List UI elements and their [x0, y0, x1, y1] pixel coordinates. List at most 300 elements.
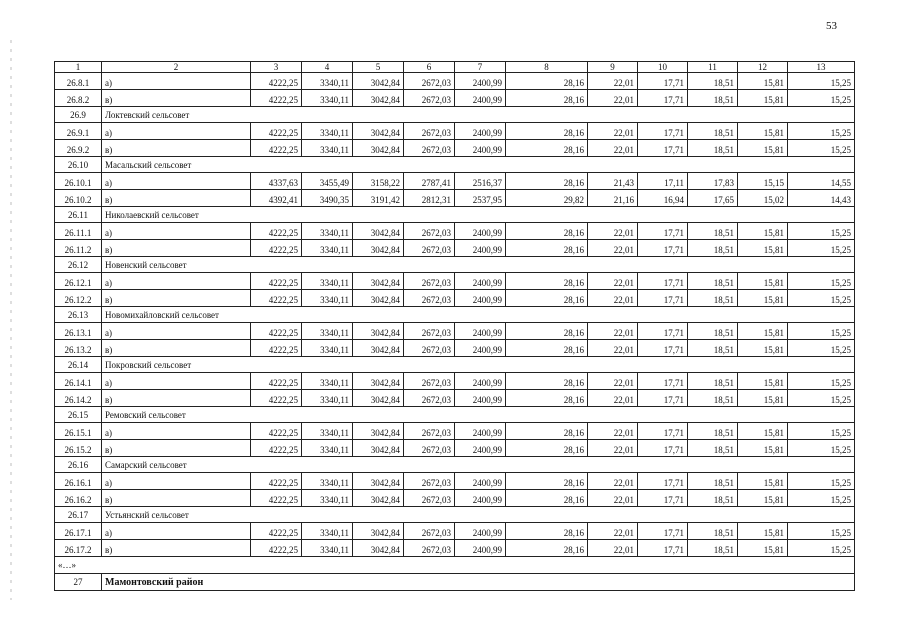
value-cell: 18,51 — [688, 240, 738, 257]
value-cell: 15,81 — [738, 490, 788, 507]
value-cell: 2787,41 — [404, 173, 455, 190]
value-cell: 18,51 — [688, 423, 738, 440]
value-cell: 15,25 — [788, 123, 855, 140]
section-code: 26.9 — [55, 107, 102, 123]
table-row — [55, 523, 855, 540]
row-label: в) — [102, 390, 251, 407]
value-cell: 2400,99 — [455, 440, 506, 457]
value-cell: 2672,03 — [404, 373, 455, 390]
value-cell: 17,71 — [638, 540, 688, 557]
value-cell: 28,16 — [506, 323, 588, 340]
value-cell: 3340,11 — [302, 440, 353, 457]
row-label: в) — [102, 90, 251, 107]
value-cell: 2400,99 — [455, 373, 506, 390]
value-cell: 22,01 — [588, 523, 638, 540]
value-cell: 28,16 — [506, 123, 588, 140]
value-cell: 3340,11 — [302, 240, 353, 257]
value-cell: 22,01 — [588, 273, 638, 290]
value-cell: 22,01 — [588, 423, 638, 440]
value-cell: 22,01 — [588, 340, 638, 357]
value-cell: 3340,11 — [302, 123, 353, 140]
value-cell: 2672,03 — [404, 323, 455, 340]
section-code: 26.11 — [55, 207, 102, 223]
value-cell: 4222,25 — [251, 290, 302, 307]
value-cell: 17,71 — [638, 123, 688, 140]
value-cell: 17,71 — [638, 423, 688, 440]
value-cell: 3042,84 — [353, 473, 404, 490]
value-cell: 3455,49 — [302, 173, 353, 190]
row-code: 26.17.1 — [55, 523, 102, 540]
value-cell: 2400,99 — [455, 223, 506, 240]
row-code: 26.11.1 — [55, 223, 102, 240]
column-header: 9 — [588, 62, 638, 73]
section-title: Новенский сельсовет — [102, 257, 855, 273]
value-cell: 4222,25 — [251, 390, 302, 407]
value-cell: 15,81 — [738, 73, 788, 90]
value-cell: 3042,84 — [353, 490, 404, 507]
value-cell: 15,25 — [788, 440, 855, 457]
value-cell: 15,25 — [788, 390, 855, 407]
value-cell: 15,25 — [788, 240, 855, 257]
value-cell: 4222,25 — [251, 523, 302, 540]
table-row — [55, 190, 855, 207]
value-cell: 18,51 — [688, 123, 738, 140]
value-cell: 17,71 — [638, 523, 688, 540]
column-header: 1 — [55, 62, 102, 73]
value-cell: 3158,22 — [353, 173, 404, 190]
value-cell: 2400,99 — [455, 323, 506, 340]
value-cell: 18,51 — [688, 273, 738, 290]
value-cell: 4222,25 — [251, 73, 302, 90]
value-cell: 2400,99 — [455, 473, 506, 490]
value-cell: 2516,37 — [455, 173, 506, 190]
value-cell: 15,81 — [738, 440, 788, 457]
value-cell: 18,51 — [688, 440, 738, 457]
value-cell: 18,51 — [688, 390, 738, 407]
row-label: в) — [102, 440, 251, 457]
value-cell: 2400,99 — [455, 490, 506, 507]
value-cell: 3340,11 — [302, 90, 353, 107]
value-cell: 2537,95 — [455, 190, 506, 207]
value-cell: 18,51 — [688, 540, 738, 557]
section-title: Новомихайловский сельсовет — [102, 307, 855, 323]
value-cell: 22,01 — [588, 390, 638, 407]
section-title: Масальский сельсовет — [102, 157, 855, 173]
row-code: 26.13.2 — [55, 340, 102, 357]
value-cell: 2400,99 — [455, 390, 506, 407]
row-code: 26.15.2 — [55, 440, 102, 457]
value-cell: 3340,11 — [302, 290, 353, 307]
value-cell: 22,01 — [588, 73, 638, 90]
value-cell: 15,25 — [788, 340, 855, 357]
row-label: в) — [102, 540, 251, 557]
value-cell: 15,81 — [738, 90, 788, 107]
value-cell: 3340,11 — [302, 423, 353, 440]
column-header: 6 — [404, 62, 455, 73]
row-label: а) — [102, 73, 251, 90]
table-row — [55, 340, 855, 357]
table-row — [55, 240, 855, 257]
section-row — [55, 357, 855, 373]
row-label: в) — [102, 290, 251, 307]
value-cell: 15,25 — [788, 73, 855, 90]
table-body — [55, 62, 855, 591]
value-cell: 15,81 — [738, 140, 788, 157]
value-cell: 15,81 — [738, 290, 788, 307]
section-title: Устьянский сельсовет — [102, 507, 855, 523]
table-row — [55, 490, 855, 507]
value-cell: 15,81 — [738, 323, 788, 340]
value-cell: 21,43 — [588, 173, 638, 190]
value-cell: 17,71 — [638, 373, 688, 390]
value-cell: 22,01 — [588, 540, 638, 557]
table-row — [55, 223, 855, 240]
value-cell: 18,51 — [688, 140, 738, 157]
value-cell: 28,16 — [506, 273, 588, 290]
row-label: а) — [102, 373, 251, 390]
value-cell: 22,01 — [588, 373, 638, 390]
value-cell: 2672,03 — [404, 273, 455, 290]
value-cell: 14,43 — [788, 190, 855, 207]
value-cell: 28,16 — [506, 173, 588, 190]
table-row — [55, 73, 855, 90]
value-cell: 28,16 — [506, 373, 588, 390]
value-cell: 17,71 — [638, 90, 688, 107]
value-cell: 28,16 — [506, 473, 588, 490]
value-cell: 15,25 — [788, 373, 855, 390]
value-cell: 2400,99 — [455, 340, 506, 357]
value-cell: 4222,25 — [251, 423, 302, 440]
value-cell: 28,16 — [506, 240, 588, 257]
value-cell: 2672,03 — [404, 390, 455, 407]
table-row — [55, 440, 855, 457]
value-cell: 2400,99 — [455, 90, 506, 107]
row-label: а) — [102, 423, 251, 440]
value-cell: 17,71 — [638, 240, 688, 257]
value-cell: 4222,25 — [251, 490, 302, 507]
value-cell: 2672,03 — [404, 490, 455, 507]
value-cell: 3340,11 — [302, 323, 353, 340]
value-cell: 3490,35 — [302, 190, 353, 207]
value-cell: 22,01 — [588, 140, 638, 157]
value-cell: 28,16 — [506, 290, 588, 307]
value-cell: 4222,25 — [251, 440, 302, 457]
section-code: 26.10 — [55, 157, 102, 173]
value-cell: 3042,84 — [353, 340, 404, 357]
value-cell: 15,81 — [738, 240, 788, 257]
row-code: 26.17.2 — [55, 540, 102, 557]
value-cell: 3340,11 — [302, 473, 353, 490]
value-cell: 15,81 — [738, 340, 788, 357]
value-cell: 3191,42 — [353, 190, 404, 207]
value-cell: 3042,84 — [353, 290, 404, 307]
value-cell: 2672,03 — [404, 473, 455, 490]
value-cell: 3340,11 — [302, 373, 353, 390]
value-cell: 15,25 — [788, 90, 855, 107]
value-cell: 22,01 — [588, 440, 638, 457]
section-code: 26.14 — [55, 357, 102, 373]
value-cell: 3042,84 — [353, 323, 404, 340]
row-label: в) — [102, 240, 251, 257]
table-row — [55, 140, 855, 157]
table-row — [55, 173, 855, 190]
column-header: 8 — [506, 62, 588, 73]
value-cell: 15,25 — [788, 140, 855, 157]
row-label: в) — [102, 140, 251, 157]
value-cell: 28,16 — [506, 223, 588, 240]
value-cell: 4222,25 — [251, 90, 302, 107]
row-label: в) — [102, 490, 251, 507]
row-code: 26.12.1 — [55, 273, 102, 290]
row-code: 26.14.2 — [55, 390, 102, 407]
value-cell: 2672,03 — [404, 140, 455, 157]
section-code: 26.12 — [55, 257, 102, 273]
tariff-table — [54, 61, 855, 591]
value-cell: 18,51 — [688, 340, 738, 357]
table-row — [55, 390, 855, 407]
value-cell: 17,65 — [688, 190, 738, 207]
value-cell: 15,25 — [788, 490, 855, 507]
value-cell: 21,16 — [588, 190, 638, 207]
value-cell: 2400,99 — [455, 540, 506, 557]
header-row — [55, 62, 855, 73]
value-cell: 17,71 — [638, 323, 688, 340]
value-cell: 28,16 — [506, 90, 588, 107]
row-code: 26.11.2 — [55, 240, 102, 257]
column-header: 13 — [788, 62, 855, 73]
value-cell: 28,16 — [506, 423, 588, 440]
row-label: в) — [102, 340, 251, 357]
section-title: Самарский сельсовет — [102, 457, 855, 473]
value-cell: 15,81 — [738, 223, 788, 240]
value-cell: 28,16 — [506, 540, 588, 557]
value-cell: 22,01 — [588, 473, 638, 490]
value-cell: 22,01 — [588, 123, 638, 140]
value-cell: 15,81 — [738, 373, 788, 390]
value-cell: 4222,25 — [251, 473, 302, 490]
row-code: 26.9.1 — [55, 123, 102, 140]
value-cell: 28,16 — [506, 390, 588, 407]
column-header: 3 — [251, 62, 302, 73]
value-cell: 28,16 — [506, 140, 588, 157]
value-cell: 17,71 — [638, 340, 688, 357]
value-cell: 22,01 — [588, 323, 638, 340]
value-cell: 4222,25 — [251, 140, 302, 157]
section-row — [55, 307, 855, 323]
row-code: 26.14.1 — [55, 373, 102, 390]
value-cell: 2672,03 — [404, 123, 455, 140]
value-cell: 2672,03 — [404, 290, 455, 307]
table-row — [55, 423, 855, 440]
value-cell: 18,51 — [688, 373, 738, 390]
value-cell: 2400,99 — [455, 240, 506, 257]
value-cell: 2672,03 — [404, 340, 455, 357]
value-cell: 17,71 — [638, 223, 688, 240]
value-cell: 2672,03 — [404, 240, 455, 257]
value-cell: 4392,41 — [251, 190, 302, 207]
value-cell: 15,81 — [738, 390, 788, 407]
section-title: Николаевский сельсовет — [102, 207, 855, 223]
column-header: 10 — [638, 62, 688, 73]
value-cell: 15,25 — [788, 473, 855, 490]
section-row — [55, 257, 855, 273]
row-code: 26.16.2 — [55, 490, 102, 507]
page-number: 53 — [826, 20, 837, 32]
value-cell: 3042,84 — [353, 423, 404, 440]
value-cell: 3042,84 — [353, 540, 404, 557]
value-cell: 15,25 — [788, 323, 855, 340]
table-row — [55, 323, 855, 340]
row-label: а) — [102, 473, 251, 490]
value-cell: 29,82 — [506, 190, 588, 207]
value-cell: 15,81 — [738, 123, 788, 140]
row-code: 26.10.1 — [55, 173, 102, 190]
value-cell: 3340,11 — [302, 490, 353, 507]
value-cell: 17,71 — [638, 473, 688, 490]
value-cell: 28,16 — [506, 340, 588, 357]
value-cell: 3042,84 — [353, 373, 404, 390]
section-row — [55, 507, 855, 523]
value-cell: 4222,25 — [251, 373, 302, 390]
row-code: 26.10.2 — [55, 190, 102, 207]
column-header: 11 — [688, 62, 738, 73]
value-cell: 22,01 — [588, 290, 638, 307]
value-cell: 15,15 — [738, 173, 788, 190]
table-row — [55, 123, 855, 140]
row-label: а) — [102, 173, 251, 190]
value-cell: 15,81 — [738, 273, 788, 290]
value-cell: 4222,25 — [251, 340, 302, 357]
district-row — [55, 574, 855, 591]
table-row — [55, 373, 855, 390]
value-cell: 18,51 — [688, 223, 738, 240]
value-cell: 28,16 — [506, 523, 588, 540]
value-cell: 15,81 — [738, 540, 788, 557]
value-cell: 3042,84 — [353, 223, 404, 240]
value-cell: 22,01 — [588, 90, 638, 107]
value-cell: 15,25 — [788, 540, 855, 557]
value-cell: 2672,03 — [404, 423, 455, 440]
row-code: 26.9.2 — [55, 140, 102, 157]
ellipsis-mark: «…» — [55, 557, 855, 574]
section-code: 26.17 — [55, 507, 102, 523]
value-cell: 3042,84 — [353, 440, 404, 457]
value-cell: 28,16 — [506, 490, 588, 507]
value-cell: 22,01 — [588, 223, 638, 240]
value-cell: 18,51 — [688, 73, 738, 90]
value-cell: 15,25 — [788, 223, 855, 240]
value-cell: 2672,03 — [404, 540, 455, 557]
value-cell: 17,71 — [638, 73, 688, 90]
value-cell: 2400,99 — [455, 273, 506, 290]
row-label: а) — [102, 123, 251, 140]
value-cell: 4222,25 — [251, 223, 302, 240]
value-cell: 15,25 — [788, 290, 855, 307]
table-row — [55, 90, 855, 107]
section-row — [55, 157, 855, 173]
table-row — [55, 273, 855, 290]
column-header: 7 — [455, 62, 506, 73]
row-code: 26.8.1 — [55, 73, 102, 90]
row-code: 26.15.1 — [55, 423, 102, 440]
value-cell: 17,11 — [638, 173, 688, 190]
value-cell: 15,25 — [788, 423, 855, 440]
value-cell: 4222,25 — [251, 540, 302, 557]
column-header: 2 — [102, 62, 251, 73]
row-label: а) — [102, 223, 251, 240]
value-cell: 17,71 — [638, 140, 688, 157]
value-cell: 4222,25 — [251, 123, 302, 140]
value-cell: 3042,84 — [353, 123, 404, 140]
value-cell: 3340,11 — [302, 340, 353, 357]
value-cell: 2672,03 — [404, 73, 455, 90]
value-cell: 3340,11 — [302, 273, 353, 290]
section-code: 26.16 — [55, 457, 102, 473]
column-header: 5 — [353, 62, 404, 73]
value-cell: 18,51 — [688, 290, 738, 307]
section-row — [55, 457, 855, 473]
row-code: 26.16.1 — [55, 473, 102, 490]
value-cell: 17,71 — [638, 390, 688, 407]
value-cell: 28,16 — [506, 440, 588, 457]
value-cell: 22,01 — [588, 240, 638, 257]
row-code: 26.12.2 — [55, 290, 102, 307]
section-code: 26.15 — [55, 407, 102, 423]
value-cell: 3042,84 — [353, 73, 404, 90]
value-cell: 18,51 — [688, 473, 738, 490]
value-cell: 17,71 — [638, 490, 688, 507]
district-title: Мамонтовский район — [102, 574, 855, 591]
district-code: 27 — [55, 574, 102, 591]
value-cell: 18,51 — [688, 523, 738, 540]
value-cell: 18,51 — [688, 90, 738, 107]
value-cell: 17,71 — [638, 290, 688, 307]
column-header: 12 — [738, 62, 788, 73]
column-header: 4 — [302, 62, 353, 73]
section-row — [55, 107, 855, 123]
value-cell: 3042,84 — [353, 140, 404, 157]
section-code: 26.13 — [55, 307, 102, 323]
value-cell: 17,71 — [638, 273, 688, 290]
value-cell: 3042,84 — [353, 523, 404, 540]
value-cell: 18,51 — [688, 323, 738, 340]
section-title: Покровский сельсовет — [102, 357, 855, 373]
value-cell: 3340,11 — [302, 523, 353, 540]
value-cell: 2400,99 — [455, 423, 506, 440]
value-cell: 3042,84 — [353, 273, 404, 290]
value-cell: 18,51 — [688, 490, 738, 507]
value-cell: 2400,99 — [455, 290, 506, 307]
scan-edge-mark — [10, 40, 12, 600]
value-cell: 3042,84 — [353, 240, 404, 257]
value-cell: 2400,99 — [455, 523, 506, 540]
table-row — [55, 290, 855, 307]
value-cell: 15,25 — [788, 273, 855, 290]
value-cell: 17,71 — [638, 440, 688, 457]
value-cell: 14,55 — [788, 173, 855, 190]
value-cell: 16,94 — [638, 190, 688, 207]
table-row — [55, 540, 855, 557]
value-cell: 15,81 — [738, 423, 788, 440]
value-cell: 4222,25 — [251, 240, 302, 257]
section-row — [55, 407, 855, 423]
row-label: а) — [102, 523, 251, 540]
value-cell: 2812,31 — [404, 190, 455, 207]
value-cell: 3340,11 — [302, 540, 353, 557]
value-cell: 3340,11 — [302, 73, 353, 90]
value-cell: 17,83 — [688, 173, 738, 190]
row-code: 26.8.2 — [55, 90, 102, 107]
